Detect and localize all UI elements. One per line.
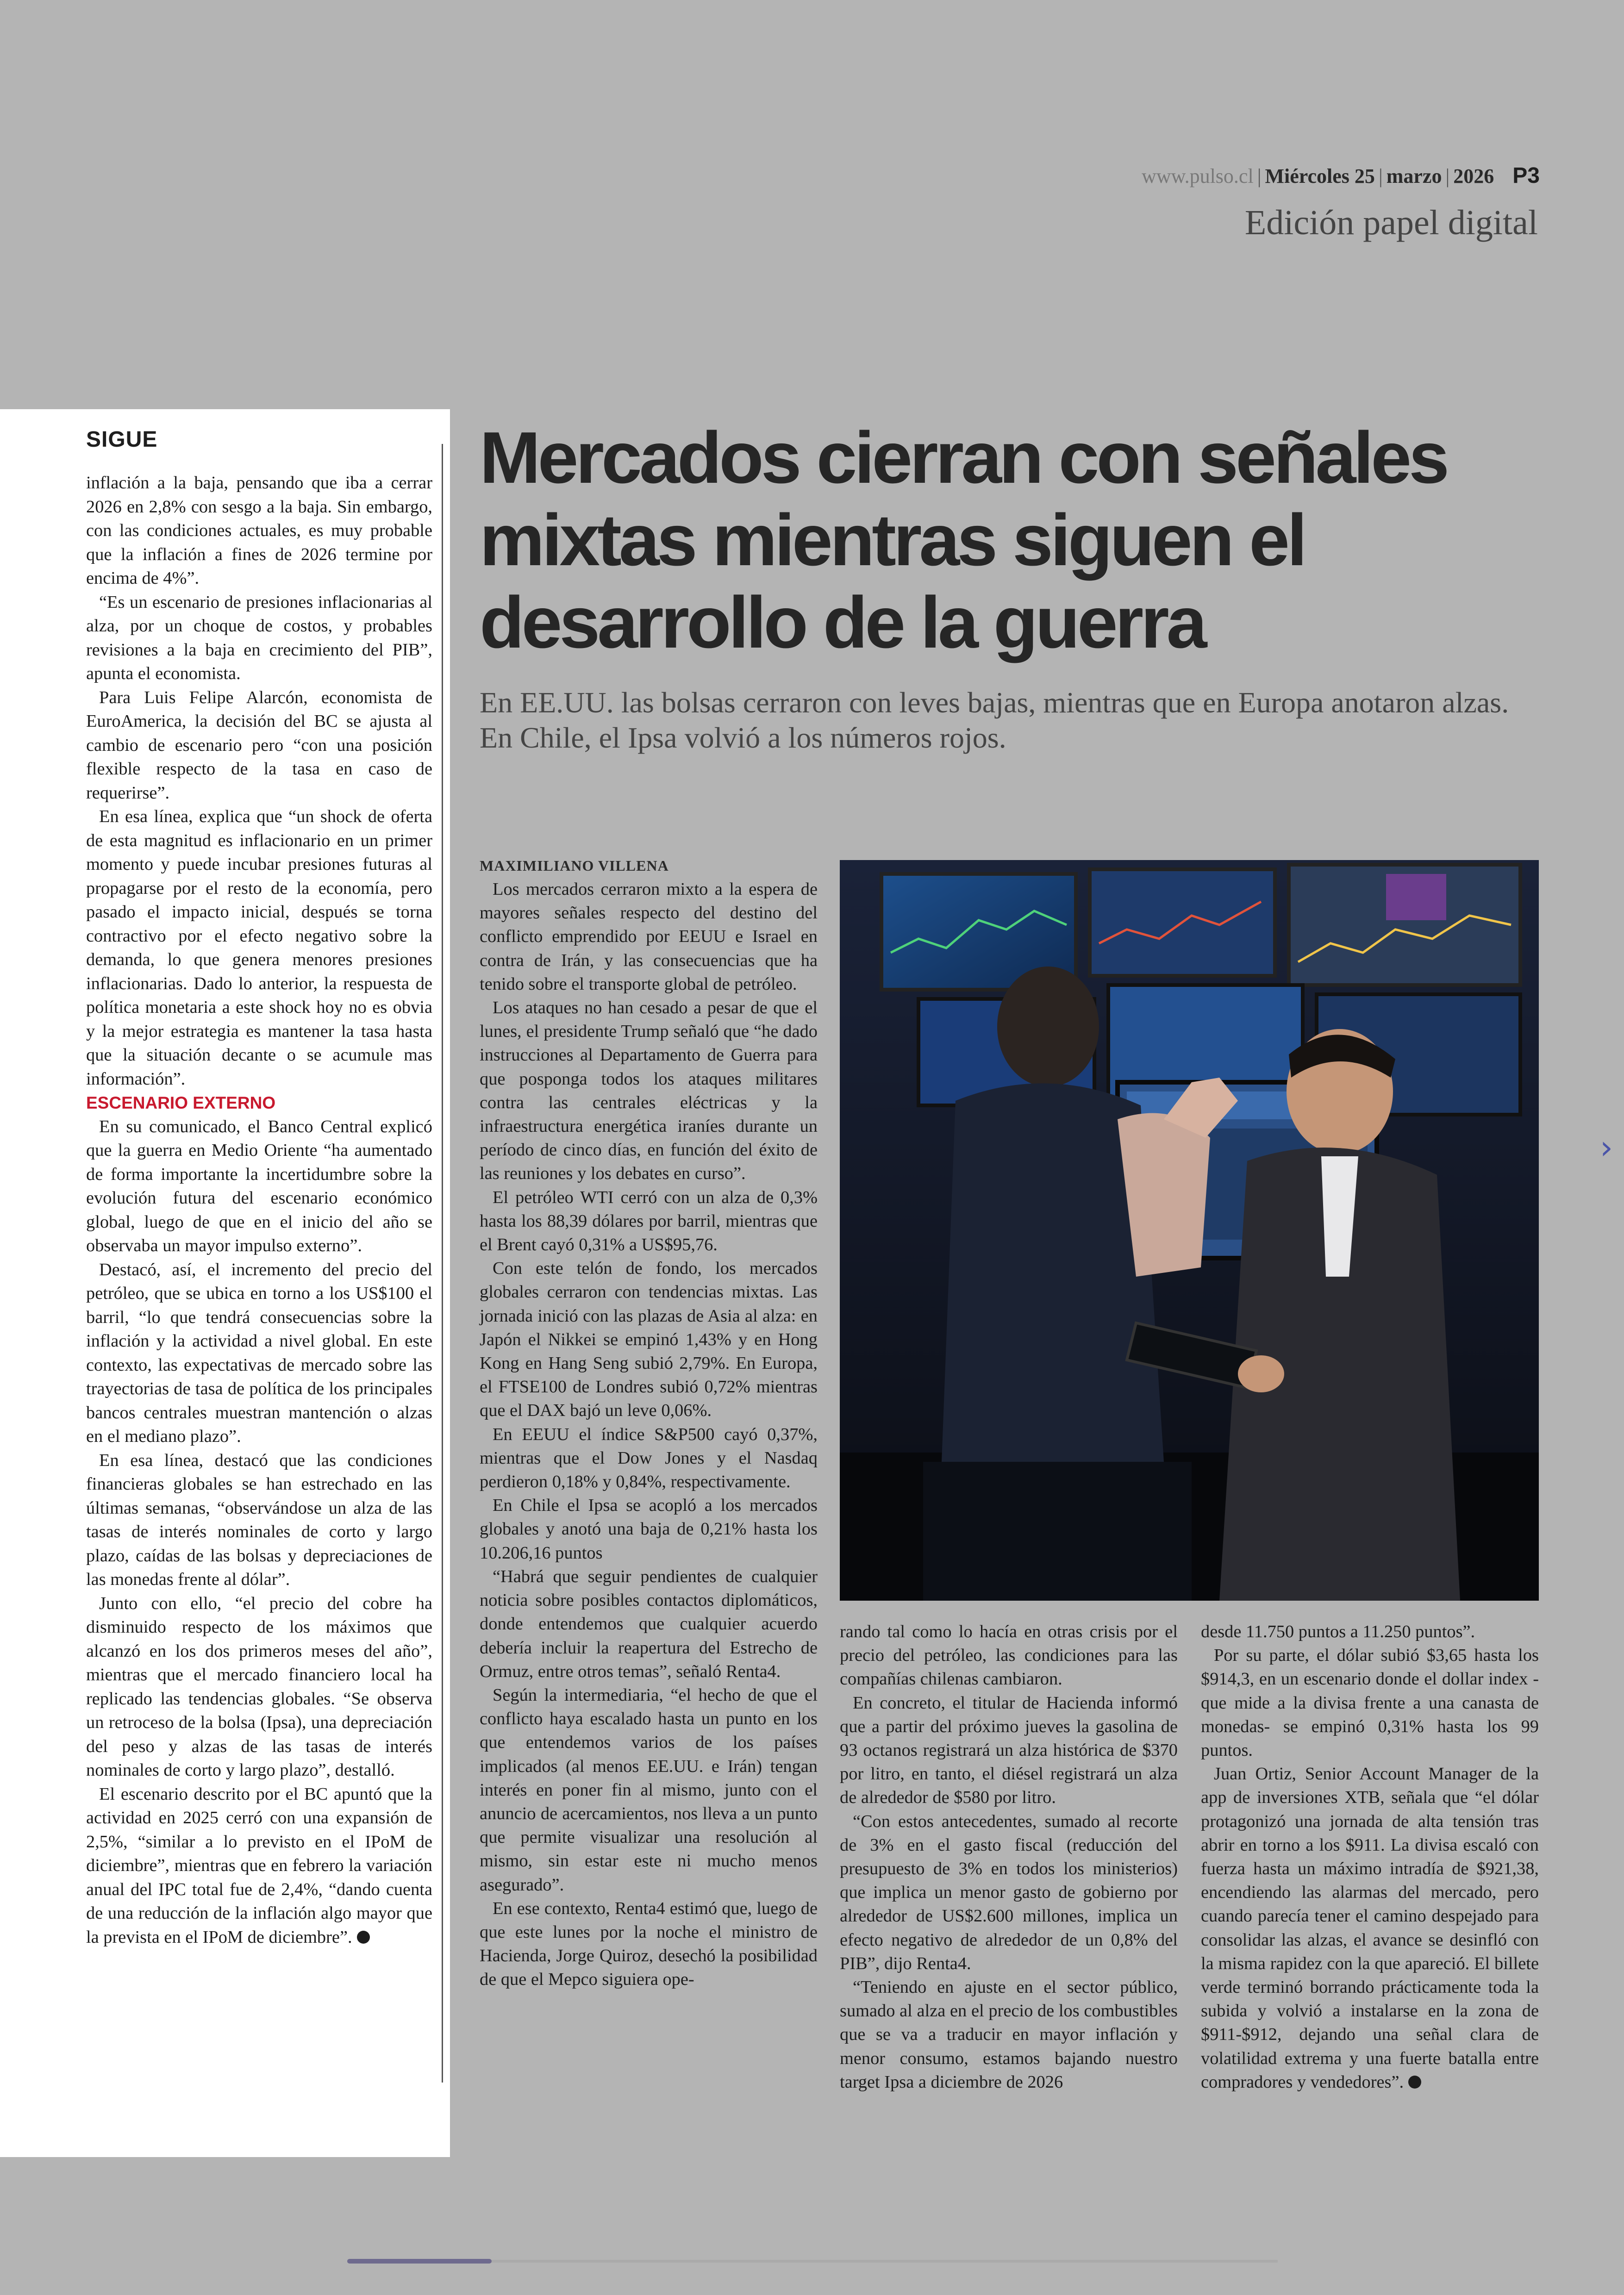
paragraph: En EEUU el índice S&P500 cayó 0,37%, mientras que el Dow Jones y el Nasdaq perdieron 0,18% y 0,84%, respectivamente. bbox=[480, 1424, 818, 1492]
site-url: www.pulso.cl bbox=[1142, 165, 1254, 187]
paragraph: Para Luis Felipe Alarcón, economista de EuroAmerica, la decisión del BC se ajusta al cambio de escenario pero “con una posición flexible respecto de la tasa en caso de requerirse”. bbox=[86, 687, 432, 803]
paragraph: Los mercados cerraron mixto a la espera de mayores señales respecto del destino del conflicto emprendido por EEUU e Israel en contra de Irán, y las consecuencias que ha tenido sobre el transporte global de petróleo. bbox=[480, 879, 818, 994]
date-year: 2026 bbox=[1453, 165, 1494, 187]
paragraph: Junto con ello, “el precio del cobre ha disminuido respecto de los máximos que alcanzó en los dos primeros meses del año”, mientras que el mercado financiero local ha replicado las tendencias globales. “Se observa un retroceso de la bolsa (Ipsa), una depreciación del peso y alzas de las tasas de interés nominales de corto y largo plazo”, destalló. bbox=[86, 1593, 432, 1780]
page-number: P3 bbox=[1512, 163, 1540, 188]
paragraph-text: Juan Ortiz, Senior Account Manager de la app de inversiones XTB, señala que “el dólar protagonizó una jornada de alta tensión tras abrir en torno a los $911. La divisa escaló con fuerza hasta un máximo intradía de $921,38, encendiendo las alarmas del mercado, pero cuando parecía tener el camino despejado para consolidar las alzas, el avance se desinfló con la misma rapidez con la que apareció. El billete verde terminó borrando prácticamente toda la subida y volvió a instalarse en la zona de $911-$912, dejando una señal clara de volatilidad extrema y una fuerte batalla entre compradores y vendedores”. bbox=[1201, 1764, 1539, 2092]
paragraph: En concreto, el titular de Hacienda informó que a partir del próximo jueves la gasolina de 93 octanos registrará un alza histórica de $370 por litro, en tanto, el diésel registrará un alza de alrededor de $580 por litro. bbox=[840, 1693, 1178, 1808]
section-subhead: ESCENARIO EXTERNO bbox=[86, 1093, 276, 1112]
paragraph: “Teniendo en ajuste en el sector público, sumado al alza en el precio de los combustibles que se va a traducir en mayor inflación y menor consumo, estamos bajando nuestro target Ipsa a diciembre de 2026 bbox=[840, 1977, 1178, 2092]
continued-label: SIGUE bbox=[86, 427, 158, 452]
article-photo bbox=[840, 860, 1539, 1601]
paragraph-text: El escenario descrito por el BC apuntó que la actividad en 2025 cerró con una expansión de 2,5%, “similar a lo previsto en el IPoM de diciembre”, mientras que en febrero la variación anual del IPC total fue de 2,4%, “dando cuenta de una reducción de la inflación algo mayor que la prevista en el IPoM de diciembre”. bbox=[86, 1784, 432, 1947]
paragraph: Según la intermediaria, “el hecho de que el conflicto haya escalado hasta un punto en los que entendemos varios de los países implicados (al menos EE.UU. e Irán) tengan interés en poner fin al mismo, junto con el anuncio de acercamientos, nos lleva a un punto que permite visualizar una resolución al mismo, sin estar este ni mucho menos asegurado”. bbox=[480, 1685, 818, 1895]
paragraph: “Con estos antecedentes, sumado al recorte de 3% en el gasto fiscal (reducción del presupuesto de 3% en todos los ministerios) que implica un menor gasto de gobierno por alrededor de US$2.600 millones, implica un efecto negativo de alrededor de un 0,8% del PIB”, dijo Renta4. bbox=[840, 1811, 1178, 1973]
article-headline: Mercados cierran con señales mixtas mientras siguen el desarrollo de la guerra bbox=[480, 417, 1447, 663]
article-byline: MAXIMILIANO VILLENA bbox=[480, 857, 669, 874]
paragraph: En esa línea, destacó que las condiciones financieras globales se han estrechado en las últimas semanas, “observándose un alza de las tasas de interés nominales de corto y largo plazo, caídas de las bolsas y depreciaciones de las monedas frente al dólar”. bbox=[86, 1450, 432, 1589]
paragraph: “Es un escenario de presiones inflacionarias al alza, por un choque de costos, y probables revisiones a la baja en crecimiento del PIB”, apunta el economista. bbox=[86, 592, 432, 683]
paragraph: rando tal como lo hacía en otras crisis por el precio del petróleo, las condiciones para las compañías chilenas cambiaron. bbox=[840, 1622, 1178, 1689]
paragraph-last bbox=[86, 1783, 432, 1950]
trading-floor-photo bbox=[840, 860, 1539, 1601]
end-of-article-icon bbox=[1408, 2076, 1421, 2089]
paragraph: “Habrá que seguir pendientes de cualquier noticia sobre posibles contactos diplomáticos, donde entendemos que cualquier acuerdo debería incluir la reapertura del Estrecho de Ormuz, entre otros temas”, señaló Renta4. bbox=[480, 1566, 818, 1681]
continued-article-column bbox=[86, 471, 432, 1949]
article-column-2 bbox=[840, 1620, 1178, 2094]
end-of-article-icon bbox=[357, 1931, 370, 1944]
paragraph: Los ataques no han cesado a pesar de que el lunes, el presidente Trump señaló que “he dado instrucciones al Departamento de Guerra para que posponga todos los ataques militares contra las centrales eléctricas y la infraestructura energética iraníes durante un período de cinco días, en función del éxito de las reuniones y los debates en curso”. bbox=[480, 998, 818, 1184]
paragraph: inflación a la baja, pensando que iba a cerrar 2026 en 2,8% con sesgo a la baja. Sin embargo, con las condiciones actuales, es muy probable que la inflación a fines de 2026 termine por encima de 4%”. bbox=[86, 473, 432, 588]
paragraph: El petróleo WTI cerró con un alza de 0,3% hasta los 88,39 dólares por barril, mientras que el Brent cayó 0,31% a US$95,76. bbox=[480, 1187, 818, 1255]
paragraph: En su comunicado, el Banco Central explicó que la guerra en Medio Oriente “ha aumentado de forma importante la incertidumbre sobre la evolución futura del escenario económico global, luego de que en el inicio del año se observaba un mayor impulso externo”. bbox=[86, 1116, 432, 1255]
next-page-arrow-icon[interactable]: › bbox=[1600, 1129, 1613, 1166]
edition-label: Edición papel digital bbox=[1244, 203, 1538, 242]
paragraph: Con este telón de fondo, los mercados globales cerraron con tendencias mixtas. Las jornada inició con las plazas de Asia al alza: en Japón el Nikkei se empinó 1,43% y en Hong Kong en Hang Seng subió 2,79%. En Europa, el FTSE100 de Londres subió 0,72% mientras que el DAX bajó un leve 0,06%. bbox=[480, 1259, 818, 1421]
page-progress-indicator[interactable] bbox=[347, 2259, 492, 2264]
page-header: www.pulso.cl | Miércoles 25 | marzo | 2026 P3 bbox=[1142, 163, 1540, 188]
article-deck: En EE.UU. las bolsas cerraron con leves bajas, mientras que en Europa anotaron alzas. En Chile, el Ipsa volvió a los números rojos. bbox=[480, 686, 1509, 754]
paragraph: En esa línea, explica que “un shock de oferta de esta magnitud es inflacionario en un primer momento y puede incubar presiones futuras al propagarse por el resto de la economía, pero pasado el impacto inicial, después se torna contractivo por el efecto negativo sobre la demanda, lo que genera menores presiones inflacionarias. Dado lo anterior, la respuesta de política monetaria a este shock hoy no es obvia y la mejor estrategia es mantener la tasa hasta que la situación decante o se acumule mas información”. bbox=[86, 807, 432, 1089]
paragraph: En ese contexto, Renta4 estimó que, luego de que este lunes por la noche el ministro de Hacienda, Jorge Quiroz, desechó la posibilidad de que el Mepco siguiera ope- bbox=[480, 1898, 818, 1989]
date-month: marzo bbox=[1386, 165, 1442, 187]
article-column-3 bbox=[1201, 1620, 1539, 2094]
paragraph: Por su parte, el dólar subió $3,65 hasta los $914,3, en un escenario donde el dollar index - que mide a la divisa frente a una canasta de monedas- se empinó 0,31% hasta los 99 puntos. bbox=[1201, 1646, 1539, 1760]
paragraph: Destacó, así, el incremento del precio del petróleo, que se ubica en torno a los US$100 el barril, “lo que tendrá consecuencias sobre la inflación y la actividad a nivel global. En este contexto, las expectativas de mercado sobre las trayectorias de tasa de política de los principales bancos centrales muestran mantención o alzas en el mediano plazo”. bbox=[86, 1260, 432, 1446]
paragraph-last bbox=[1201, 1762, 1539, 2094]
column-divider bbox=[442, 444, 443, 2083]
paragraph: En Chile el Ipsa se acopló a los mercados globales y anotó una baja de 0,21% hasta los 10.206,16 puntos bbox=[480, 1496, 818, 1563]
date-day: Miércoles 25 bbox=[1265, 165, 1375, 187]
paragraph: desde 11.750 puntos a 11.250 puntos”. bbox=[1201, 1622, 1475, 1641]
article-column-1 bbox=[480, 878, 818, 1992]
